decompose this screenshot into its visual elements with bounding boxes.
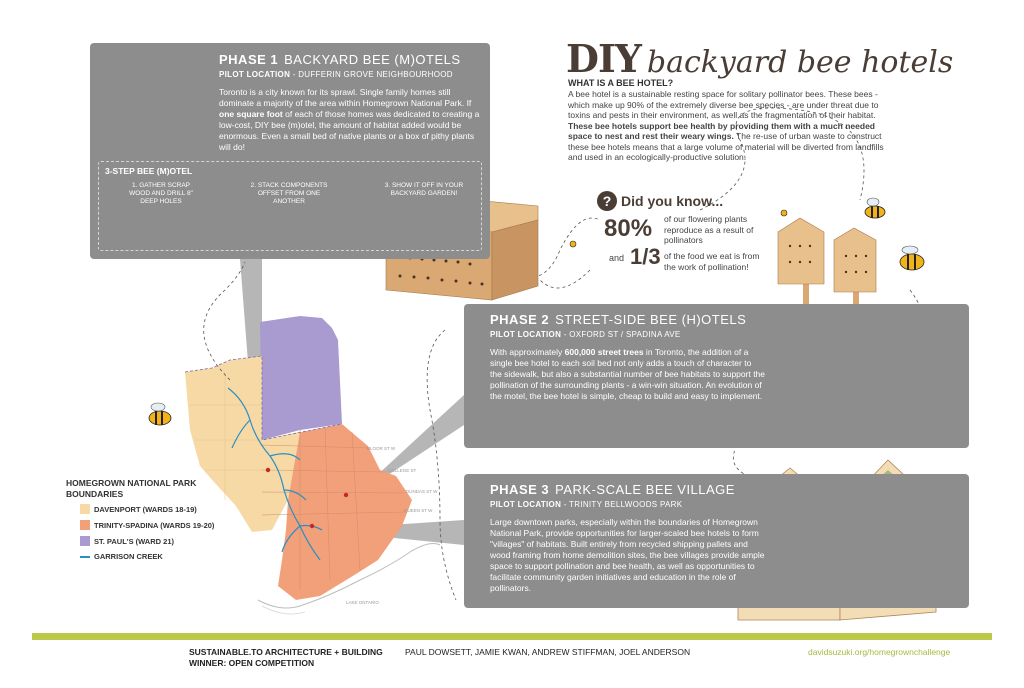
legend-swatch-st-pauls: [80, 536, 90, 546]
legend-item-trinity-spadina: TRINITY-SPADINA (WARDS 19-20): [94, 521, 215, 530]
did-you-know-title: Did you know...: [621, 193, 724, 209]
page-title-script: backyard bee hotels: [646, 45, 954, 80]
stat-80-text: of our flowering plants reproduce as a result of pollinators: [664, 214, 754, 245]
phase1-panel: [90, 43, 490, 259]
phase3-panel: [464, 474, 969, 608]
phase2-body: With approximately 600,000 street trees in Toronto, the addition of a single bee hotel to each soil bed not only adds a touch of character to the sidewalk, but also a substantial number of bee habitats to support the pollination of the surrounding plants - a win-win situation. An evolution of the motel, the bee hotel is simple, cheap to build and easy to implement.: [490, 347, 766, 401]
legend-line-creek: [80, 556, 90, 558]
legend-swatch-trinity-spadina: [80, 520, 90, 530]
phase2-pilot: PILOT LOCATION - OXFORD ST / SPADINA AVE: [490, 330, 681, 339]
legend-item-st-pauls: ST. PAUL'S (WARD 21): [94, 537, 174, 546]
step-3-text: 3. SHOW IT OFF IN YOUR BACKYARD GARDEN!: [384, 182, 464, 197]
legend-title: HOMEGROWN NATIONAL PARK BOUNDARIES: [66, 478, 197, 499]
bee-icon: [865, 198, 885, 218]
map-label-bloor: BLOOR ST W: [367, 446, 396, 451]
footer-organization: SUSTAINABLE.TO ARCHITECTURE + BUILDING WINNER: OPEN COMPETITION: [189, 647, 383, 668]
stat-one-third: 1/3: [630, 244, 661, 269]
what-body: A bee hotel is a sustainable resting space for solitary pollinator bees. These bees - which make up 90% of the extremely diverse bee species - are under threat due to toxins and pests in their environment, as well as the fragmentation of their habitat. These bee hotels support bee health by providing them with a much needed space to nest and rest their weary wings. The re-use of urban waste to construct these bee hotels means that a large volume of material will be diverted from landfills and used in an ecologically-productive solution.: [568, 89, 884, 162]
phase3-pilot: PILOT LOCATION - TRINITY BELLWOODS PARK: [490, 500, 683, 509]
stat-80-percent: 80%: [604, 215, 653, 242]
map-label-lake: LAKE ONTARIO: [346, 600, 379, 605]
footer-url-link[interactable]: davidsuzuki.org/homegrownchallenge: [808, 647, 951, 657]
stat-one-third-text: of the food we eat is from the work of pollination!: [664, 251, 760, 272]
map-label-queen: QUEEN ST W: [404, 508, 433, 513]
phase3-body: Large downtown parks, especially within the boundaries of Homegrown National Park, provide opportunities for larger-scaled bee hotels to form "villages" of habitats. Built entirely from recycled shipping pallets and wood framing from home demolition sites, the bee villages provide ample space to support pollination and bee health, as well as opportunities to facilitate community garden initiatives and education in the role of pollinators.: [490, 517, 765, 593]
footer-accent-bar: [32, 633, 992, 640]
bee-icon: [900, 246, 924, 270]
legend-item-davenport: DAVENPORT (WARDS 18-19): [94, 505, 197, 514]
page-title: DIY backyard bee hotels: [566, 36, 954, 81]
three-step-box: [98, 161, 482, 251]
phase1-body: Toronto is a city known for its sprawl. Single family homes still dominate a majority of the area within Homegrown National Park. If one square foot of each of those homes was dedicated to creating a low-cost, DIY bee (m)otel, the amount of habitat added would be enormous. Even a small bed of native plants or a box of pithy plants will do!: [219, 87, 480, 152]
step-1-text: 1. GATHER SCRAP WOOD AND DRILL 8" DEEP HOLES: [129, 182, 193, 205]
map-label-college: COLLEGE ST: [388, 468, 417, 473]
three-step-title: 3-STEP BEE (M)OTEL: [105, 166, 193, 176]
phase1-pilot: PILOT LOCATION - DUFFERIN GROVE NEIGHBOURHOOD: [219, 70, 453, 79]
phase2-panel: [464, 304, 969, 448]
legend-item-creek: GARRISON CREEK: [94, 552, 163, 561]
footer-team-names: PAUL DOWSETT, JAMIE KWAN, ANDREW STIFFMAN, JOEL ANDERSON: [405, 647, 691, 657]
stat-and: and: [609, 253, 625, 263]
st-pauls-region: [260, 316, 342, 440]
question-icon: ?: [597, 191, 617, 211]
phase2-title: PHASE 2 STREET-SIDE BEE (H)OTELS: [490, 312, 747, 327]
map-label-dundas: DUNDAS ST W: [406, 489, 438, 494]
legend-swatch-davenport: [80, 504, 90, 514]
bee-icon: [149, 403, 171, 425]
what-heading: WHAT IS A BEE HOTEL?: [568, 78, 674, 88]
phase1-title: PHASE 1 BACKYARD BEE (M)OTELS: [219, 52, 461, 67]
phase3-title: PHASE 3 PARK-SCALE BEE VILLAGE: [490, 482, 735, 497]
step-2-text: 2. STACK COMPONENTS OFFSET FROM ONE ANOTHER: [250, 182, 328, 205]
